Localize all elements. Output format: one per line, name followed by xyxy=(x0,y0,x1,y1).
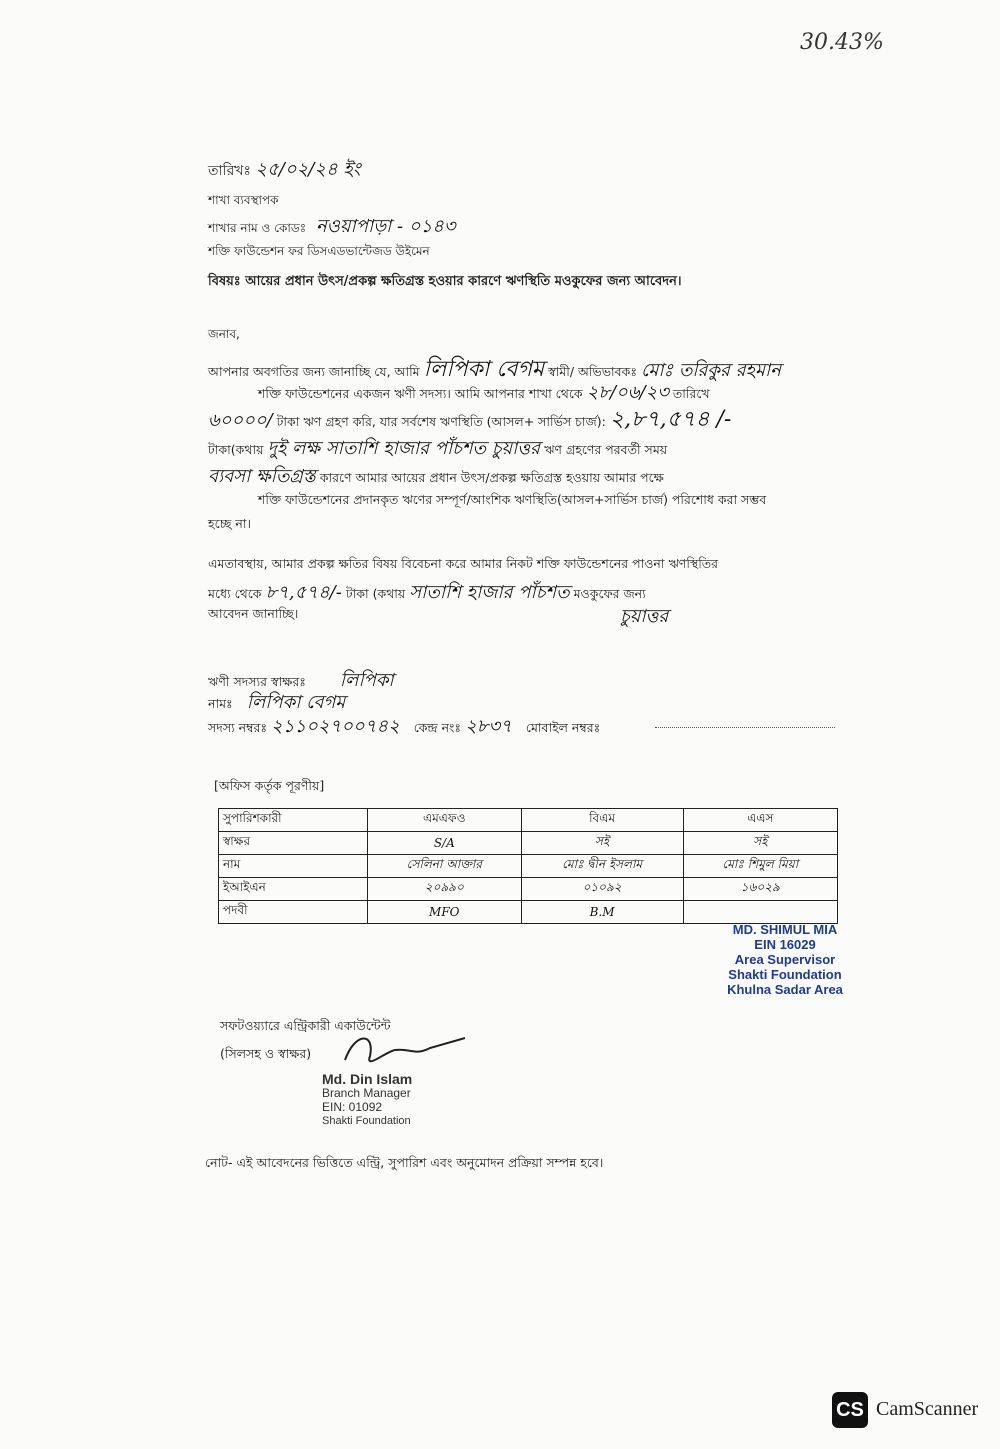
body-text: মধ্যে থেকে xyxy=(208,586,262,601)
waiver-amount-handwritten: ৮৭,৫৭৪/- xyxy=(265,582,342,603)
loan-amount-handwritten: ৬০০০০/ xyxy=(208,410,273,431)
body-text: কারণে আমার আয়ের প্রধান উৎস/প্রকল্প ক্ষতিগ্রস্ত হওয়ায় আমার পক্ষে xyxy=(319,470,664,485)
row-label: ইআইএন xyxy=(219,878,368,901)
balance-words-handwritten: দুই লক্ষ সাতাশি হাজার পাঁচশত চুয়াত্তর xyxy=(267,438,541,459)
id-label: সদস্য নম্বরঃ xyxy=(208,720,268,735)
body2-line-3: আবেদন জানাচ্ছি। xyxy=(208,606,299,621)
area-supervisor-stamp xyxy=(700,922,870,997)
branch-line xyxy=(208,212,456,243)
cause-handwritten: ব্যবসা ক্ষতিগ্রস্ত xyxy=(208,466,316,487)
bm-title: Branch Manager xyxy=(322,1086,411,1100)
table-row xyxy=(219,901,838,924)
member-id-line xyxy=(208,712,600,743)
table-cell: ২০৯৯০ xyxy=(368,878,522,901)
bm-name: Md. Din Islam xyxy=(322,1071,413,1087)
footer-note: নোট- এই আবেদনের ভিত্তিতে এন্ট্রি, সুপারিশ এবং অনুমোদন প্রক্রিয়া সম্পন্ন হবে। xyxy=(205,1155,604,1170)
table-cell: B.M xyxy=(521,901,683,924)
center-label: কেন্দ্র নংঃ xyxy=(413,720,462,735)
signature-label: ঋণী সদস্যর স্বাক্ষরঃ xyxy=(208,674,306,689)
table-cell: মোঃ শিমুল মিয়া xyxy=(683,855,837,878)
table-cell xyxy=(683,901,837,924)
table-header-row xyxy=(219,809,838,832)
header-cell: এমএফও xyxy=(368,809,522,832)
table-cell: ০১০৯২ xyxy=(521,878,683,901)
guardian-name-handwritten: মোঃ তরিকুর রহমান xyxy=(641,360,781,381)
stamp-org: Shakti Foundation xyxy=(728,967,842,982)
stamp-area: Khulna Sadar Area xyxy=(727,982,843,997)
name-label: নামঃ xyxy=(208,696,233,711)
member-name-handwritten: লিপিকা বেগম xyxy=(423,357,545,382)
camscanner-watermark: CamScanner xyxy=(876,1398,979,1420)
office-table xyxy=(218,808,838,924)
bm-org: Shakti Foundation xyxy=(322,1115,411,1127)
subject: বিষয়ঃ আয়ের প্রধান উৎস/প্রকল্প ক্ষতিগ্রস্ত হওয়ার কারণে ঋণস্থিতি মওকুফের জন্য আবেদন। xyxy=(208,274,682,289)
branch-manager-stamp xyxy=(322,1072,412,1128)
table-cell: মোঃ দ্বীন ইসলাম xyxy=(521,855,683,878)
stamp-title: Area Supervisor xyxy=(734,952,836,967)
body2-line-1: এমতাবস্থায়, আমার প্রকল্প ক্ষতির বিষয় বিবেচনা করে আমার নিকট শক্তি ফাউন্ডেশনের পাওনা ঋণস্থিতির xyxy=(208,556,719,571)
stamp-name: MD. SHIMUL MIA xyxy=(732,922,838,937)
row-label: পদবী xyxy=(219,901,368,924)
body-line-6: শক্তি ফাউন্ডেশনের প্রদানকৃত ঋণের সম্পূর্ণ/আংশিক ঋণস্থিতি(আসল+সার্ভিস চার্জ) পরিশোধ করা সম্ভব xyxy=(258,492,767,507)
body-text: তারিখে xyxy=(672,386,710,401)
header-cell: সুপারিশকারী xyxy=(219,809,368,832)
body-text: ঋণ গ্রহণের পরবর্তী সময় xyxy=(544,442,668,457)
table-cell: সই xyxy=(521,832,683,855)
addressee: শাখা ব্যবস্থাপক xyxy=(208,193,279,207)
table-cell: সই xyxy=(683,832,837,855)
table-row xyxy=(219,855,838,878)
date-value: ২৫/০২/২৪ ইং xyxy=(255,159,361,180)
center-value: ২৮৩৭ xyxy=(465,716,512,737)
seal-signature-label: (সিলসহ ও স্বাক্ষর) xyxy=(220,1046,312,1061)
body-text: টাকা (কথায় xyxy=(345,586,406,601)
body-line-7: হচ্ছে না। xyxy=(208,516,251,531)
body-line-4 xyxy=(208,434,667,465)
date-label: তারিখঃ xyxy=(208,163,251,179)
camscanner-logo-icon: CS xyxy=(832,1392,868,1428)
top-percentage-note: 30.43% xyxy=(800,30,884,55)
member-name-value: লিপিকা বেগম xyxy=(246,692,346,713)
body-text: টাকা(কথায় xyxy=(208,442,264,457)
table-cell: ১৬০২৯ xyxy=(683,878,837,901)
balance-handwritten: ২,৮৭,৫৭৪ /- xyxy=(609,407,732,432)
stamp-ein: EIN 16029 xyxy=(754,937,816,952)
mobile-label: মোবাইল নম্বরঃ xyxy=(525,720,601,735)
member-id-value: ২১১০২৭০০৭৪২ xyxy=(271,716,400,737)
salutation: জনাব, xyxy=(208,327,240,341)
software-entry-label: সফটওয়্যারে এন্ট্রিকারী একাউন্টেন্ট xyxy=(220,1018,391,1033)
member-signature: লিপিকা xyxy=(339,670,394,691)
office-heading: [অফিস কর্তৃক পূরণীয়] xyxy=(214,778,325,793)
header-cell: এএস xyxy=(683,809,837,832)
loan-date-handwritten: ২৮/০৬/২৩ xyxy=(586,382,669,403)
body-text: স্বামী/ অভিভাবকঃ xyxy=(548,364,638,379)
body-text: আপনার অবগতির জন্য জানাচ্ছি যে, আমি xyxy=(208,364,420,379)
branch-label: শাখার নাম ও কোডঃ xyxy=(208,221,307,235)
table-row xyxy=(219,832,838,855)
bm-signature xyxy=(335,1022,475,1072)
branch-value: নওয়াপাড়া - ০১৪৩ xyxy=(315,216,456,237)
body-text: শক্তি ফাউন্ডেশনের একজন ঋণী সদস্য। আমি আপনার শাখা থেকে xyxy=(258,386,583,401)
body-text: মওকুফের জন্য xyxy=(573,586,646,601)
waiver-words-cont-handwritten: চুয়াত্তর xyxy=(620,606,669,627)
waiver-words-handwritten: সাতাশি হাজার পাঁচশত xyxy=(409,582,570,603)
table-cell: MFO xyxy=(368,901,522,924)
bm-ein: EIN: 01092 xyxy=(322,1100,383,1114)
date-line xyxy=(208,155,361,186)
body-text: টাকা ঋণ গ্রহণ করি, যার সর্বশেষ ঋণস্থিতি (আসল+ সার্ভিস চার্জ): xyxy=(276,414,606,429)
org-line: শক্তি ফাউন্ডেশন ফর ডিসএডভান্টেজড উইমেন xyxy=(208,244,430,258)
mobile-dotted-line xyxy=(655,727,835,728)
header-cell: বিএম xyxy=(521,809,683,832)
row-label: নাম xyxy=(219,855,368,878)
table-cell: সেলিনা আক্তার xyxy=(368,855,522,878)
row-label: স্বাক্ষর xyxy=(219,832,368,855)
body2-line-2 xyxy=(208,578,646,609)
table-cell: S/A xyxy=(368,832,522,855)
table-row xyxy=(219,878,838,901)
body-line-5 xyxy=(208,462,664,493)
